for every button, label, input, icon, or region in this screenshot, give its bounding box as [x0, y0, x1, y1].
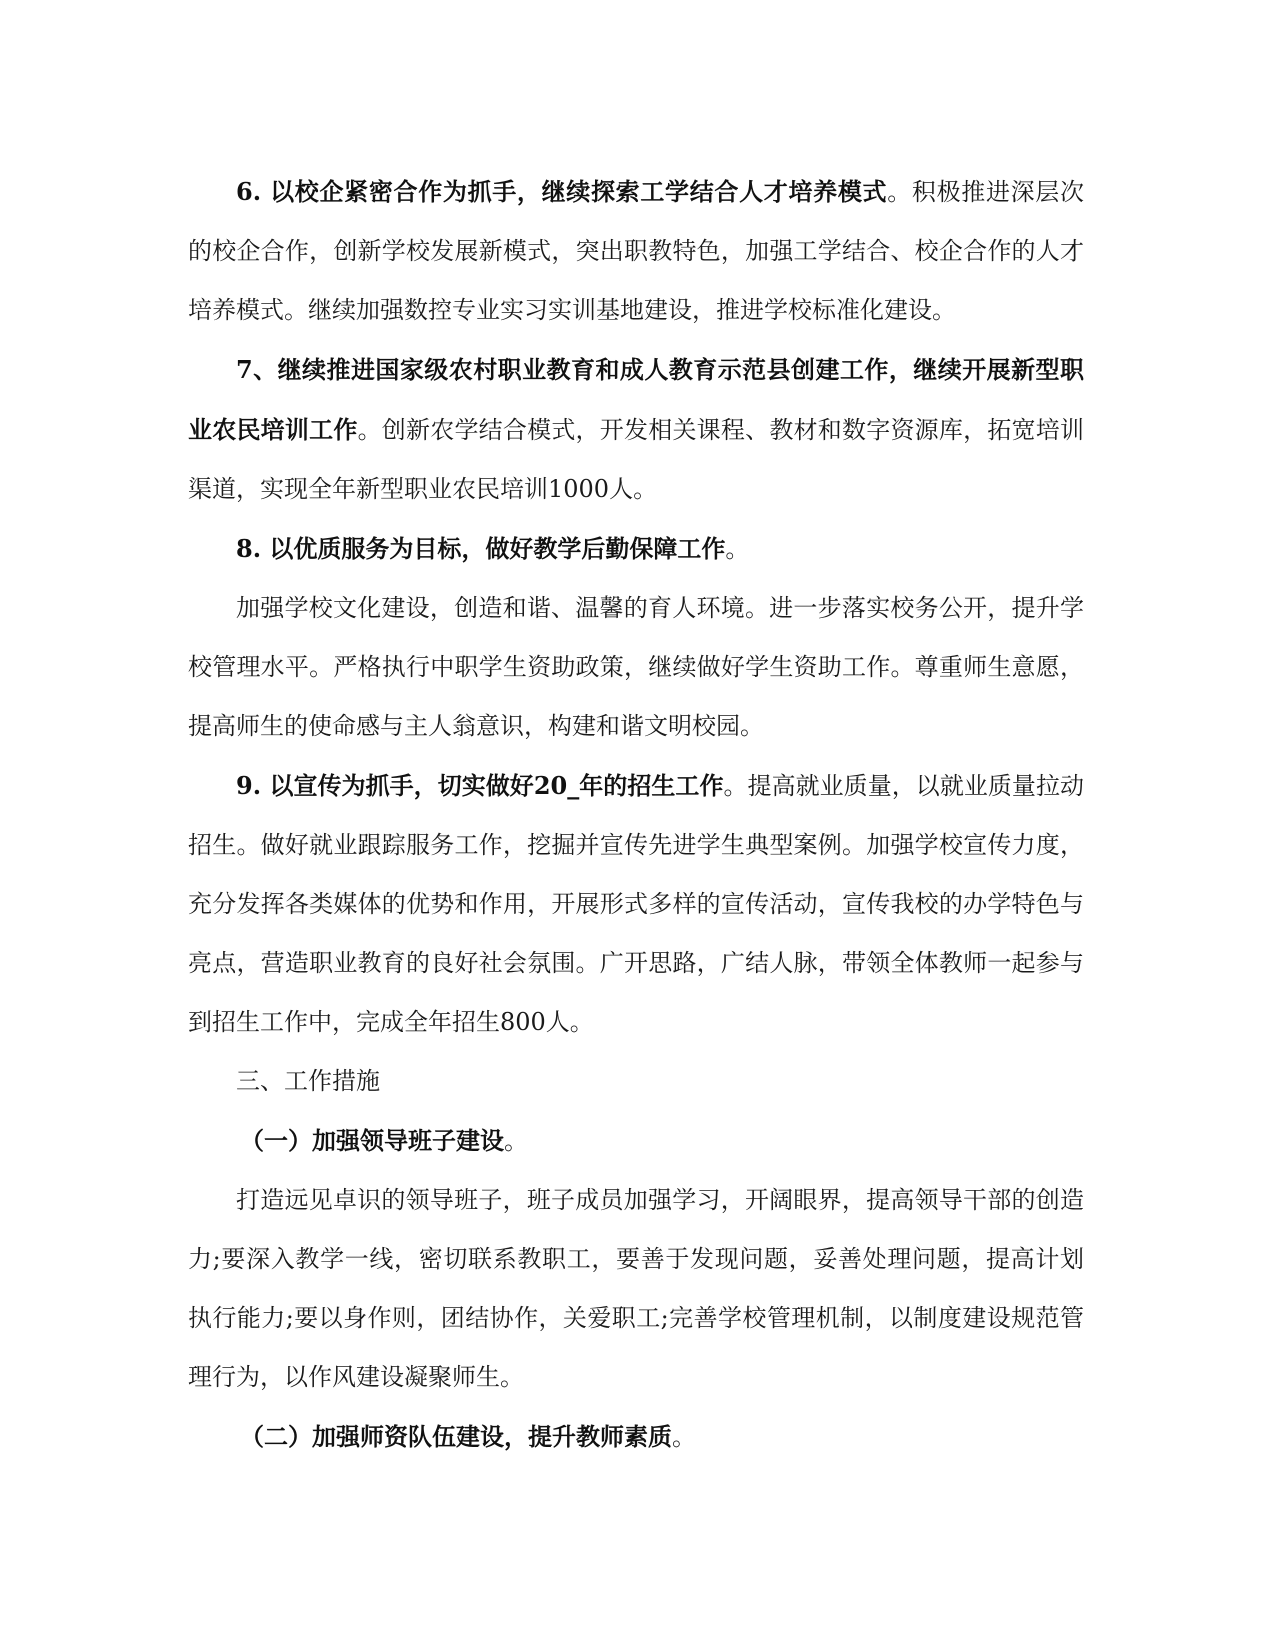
section-heading-measures: 三、工作措施: [236, 1067, 380, 1095]
item-6-body: 。积极推进深层次的校企合作，创新学校发展新模式，突出职教特色，加强工学结合、校企合作的人才培养模式。继续加强数控专业实习实训基地建设，推进学校标准化建设。: [188, 178, 1084, 324]
paragraph-subsection-1: [188, 1171, 1084, 1407]
subsection-1-title: （一）加强领导班子建设: [240, 1126, 504, 1155]
subsection-2-tail: 。: [672, 1423, 696, 1451]
item-7-body: 。创新农学结合模式，开发相关课程、教材和数字资源库，拓宽培训渠道，实现全年新型职业农民培训1000人。: [188, 416, 1085, 503]
paragraph-item-8-detail: [188, 579, 1084, 756]
paragraph-item-6: [188, 162, 1084, 340]
item-8-heading: 8. 以优质服务为目标，做好教学后勤保障工作: [236, 534, 726, 563]
subsection-2-title: （二）加强师资队伍建设，提升教师素质: [240, 1422, 672, 1451]
subsection-1-body: 打造远见卓识的领导班子，班子成员加强学习，开阔眼界，提高领导干部的创造力;要深入教学一线，密切联系教职工，要善于发现问题，妥善处理问题，提高计划执行能力;要以身作则，团结协作，关爱职工;完善学校管理机制，以制度建设规范管理行为，以作风建设凝聚师生。: [188, 1186, 1084, 1391]
item-7-heading: 7、继续推进国家级农村职业教育和成人教育示范县创建工作，继续开展新型职业农民培训工作: [188, 355, 1084, 444]
subsection-heading-2: [188, 1407, 1084, 1467]
item-8-detail-body: 加强学校文化建设，创造和谐、温馨的育人环境。进一步落实校务公开，提升学校管理水平。严格执行中职学生资助政策，继续做好学生资助工作。尊重师生意愿，提高师生的使命感与主人翁意识，构建和谐文明校园。: [188, 594, 1084, 740]
item-9-body: 。提高就业质量，以就业质量拉动招生。做好就业跟踪服务工作，挖掘并宣传先进学生典型案例。加强学校宣传力度，充分发挥各类媒体的优势和作用，开展形式多样的宣传活动，宣传我校的办学特色与亮点，营造职业教育的良好社会氛围。广开思路，广结人脉，带领全体教师一起参与到招生工作中，完成全年招生800人。: [188, 772, 1085, 1036]
item-9-heading: 9. 以宣传为抓手，切实做好20_年的招生工作: [236, 771, 724, 800]
paragraph-item-9: [188, 756, 1084, 1052]
item-6-heading: 6. 以校企紧密合作为抓手，继续探索工学结合人才培养模式: [236, 177, 888, 206]
paragraph-item-7: [188, 340, 1084, 519]
subsection-heading-1: [188, 1111, 1084, 1171]
subsection-1-tail: 。: [504, 1127, 528, 1155]
item-8-body: 。: [725, 535, 750, 563]
document-page: [188, 162, 1084, 1467]
paragraph-item-8: [188, 519, 1084, 579]
